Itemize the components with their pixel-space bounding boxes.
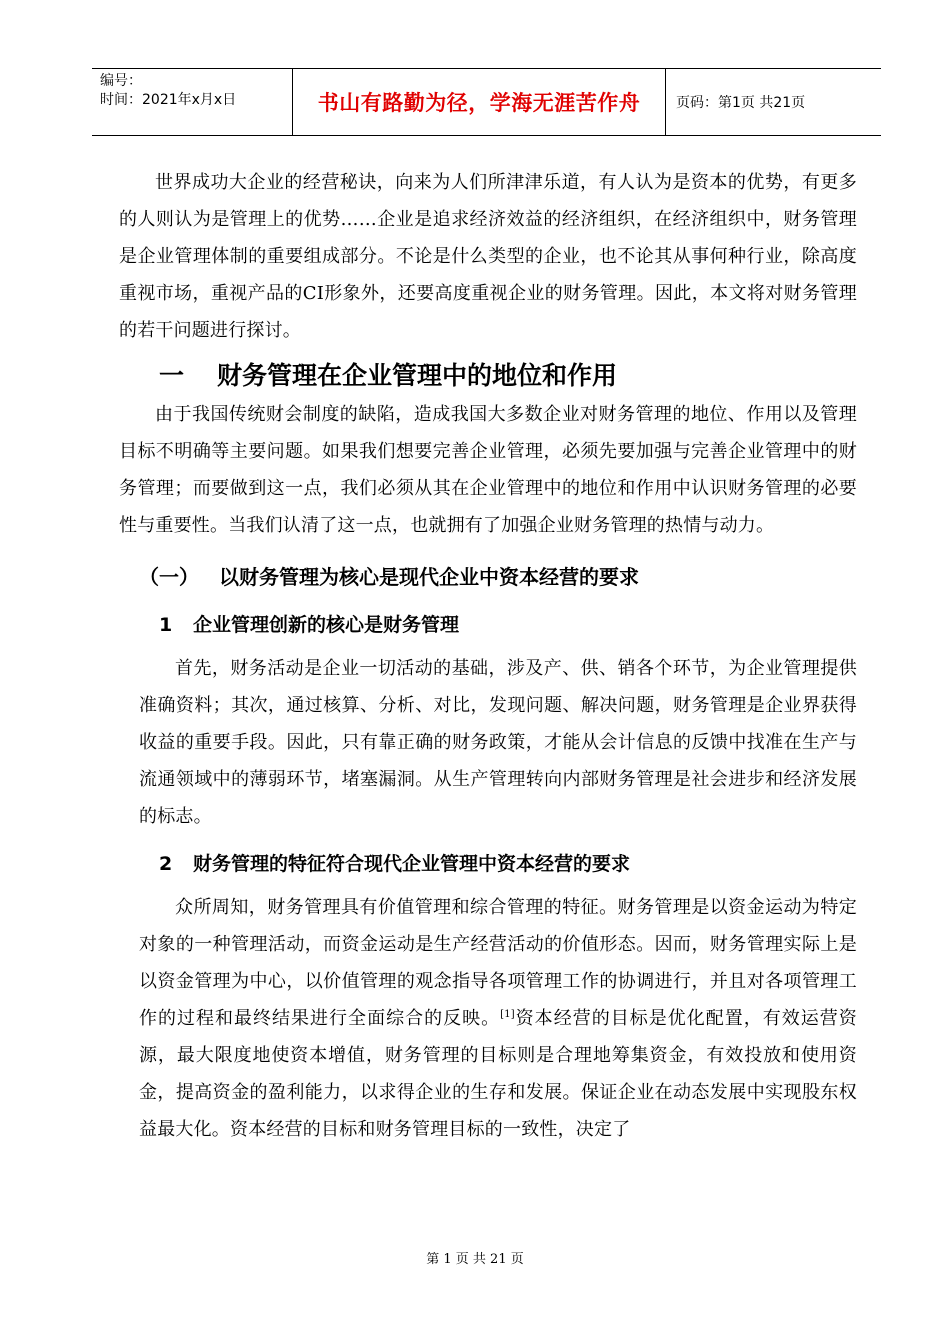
item-body-1 <box>119 650 857 835</box>
header-meta-cell <box>92 69 293 135</box>
item-title-2: 财务管理的特征符合现代企业管理中资本经营的要求 <box>193 853 631 875</box>
subsection-title: 以财务管理为核心是现代企业中资本经营的要求 <box>219 565 639 589</box>
item-number-2: 2 <box>159 853 173 875</box>
section-paragraph: 由于我国传统财会制度的缺陷，造成我国大多数企业对财务管理的地位、作用以及管理目标不明确等主要问题。如果我们想要完善企业管理，必须先要加强与完善企业管理中的财务管理；而要做到这一点，我们必须从其在企业管理中的地位和作用中认识财务管理的必要性与重要性。当我们认清了这一点，也就拥有了加强企业财务管理的热情与动力。 <box>119 404 857 536</box>
item-paragraph-2b: 资本经营的目标是优化配置，有效运营资源，最大限度地使资本增值，财务管理的目标则是合理地筹集资金，有效投放和使用资金，提高资金的盈利能力，以求得企业的生存和发展。保证企业在动态发展中实现股东权益最大化。资本经营的目标和财务管理目标的一致性，决定了 <box>139 1008 857 1140</box>
item-title-1: 企业管理创新的核心是财务管理 <box>193 614 460 636</box>
page-label: 页码：第1页 共21页 <box>676 95 806 111</box>
header-page-cell <box>666 69 881 135</box>
number-label: 编号： <box>100 73 142 89</box>
intro-paragraph: 世界成功大企业的经营秘诀，向来为人们所津津乐道，有人认为是资本的优势，有更多的人则认为是管理上的优势……企业是追求经济效益的经济组织，在经济组织中，财务管理是企业管理体制的重要组成部分。不论是什么类型的企业，也不论其从事何种行业，除高度重视市场，重视产品的CI形象外，还要高度重视企业的财务管理。因此，本文将对财务管理的若干问题进行探讨。 <box>119 172 857 341</box>
item-body-2 <box>119 889 857 1148</box>
time-label: 时间：2021年x月x日 <box>100 92 237 108</box>
item-paragraph-2 <box>139 889 857 1148</box>
subsection-number: （一） <box>139 565 199 589</box>
motto-text: 书山有路勤为径，学海无涯苦作舟 <box>317 91 641 115</box>
document-body <box>119 164 857 1148</box>
header-motto-cell <box>293 69 666 135</box>
section-title: 财务管理在企业管理中的地位和作用 <box>217 361 618 390</box>
citation-ref[interactable]: [1] <box>500 1009 515 1020</box>
section-number: 一 <box>159 361 185 390</box>
page-header <box>92 68 881 136</box>
item-heading-1 <box>119 610 857 640</box>
item-heading-2 <box>119 849 857 879</box>
item-number-1: 1 <box>159 614 173 636</box>
item-paragraph-2a: 众所周知，财务管理具有价值管理和综合管理的特征。财务管理是以资金运动为特定对象的一种管理活动，而资金运动是生产经营活动的价值形态。因而，财务管理实际上是以资金管理为中心，以价值管理的观念指导各项管理工作的协调进行，并且对各项管理工作的过程和最终结果进行全面综合的反映。 <box>139 897 857 1029</box>
item-paragraph-1: 首先，财务活动是企业一切活动的基础，涉及产、供、销各个环节，为企业管理提供准确资料；其次，通过核算、分析、对比，发现问题、解决问题，财务管理是企业界获得收益的重要手段。因此，只有靠正确的财务政策，才能从会计信息的反馈中找准在生产与流通领域中的薄弱环节，堵塞漏洞。从生产管理转向内部财务管理是社会进步和经济发展的标志。 <box>139 658 857 827</box>
section-heading <box>119 356 857 396</box>
page-footer: 第 1 页 共 21 页 <box>426 1252 524 1267</box>
subsection-heading <box>119 562 857 592</box>
